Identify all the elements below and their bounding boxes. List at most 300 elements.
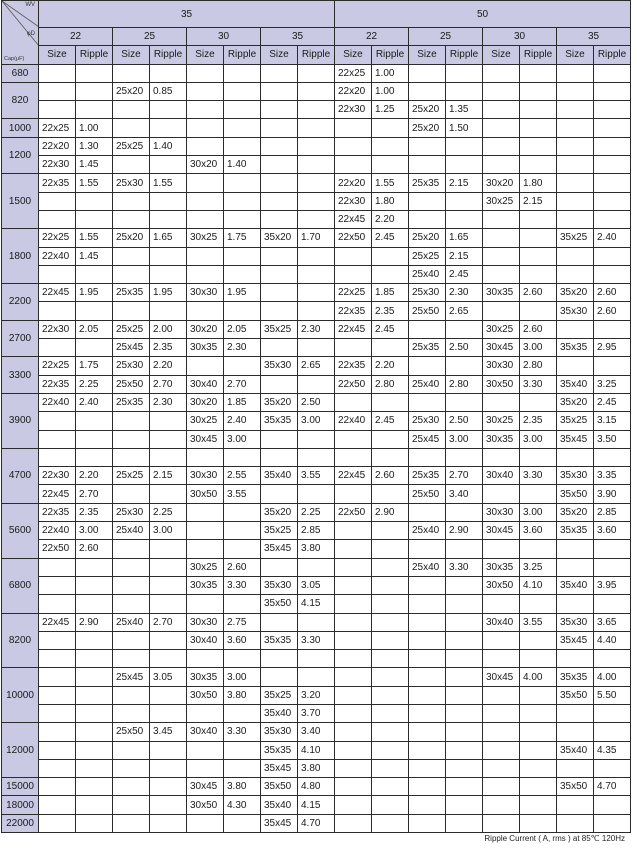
size-cell: 30x25 [483,192,520,210]
size-cell [261,485,298,503]
size-column-header: Size [187,46,224,64]
ripple-cell [298,668,335,686]
size-cell: 35x35 [557,522,594,540]
ripple-cell [372,540,409,558]
size-cell: 22x40 [39,247,76,265]
size-cell [261,82,298,100]
ripple-cell [76,558,113,576]
ripple-cell: 3.15 [594,412,631,430]
ripple-column-header: Ripple [594,46,631,64]
ripple-cell: 3.40 [298,723,335,741]
ripple-cell: 5.50 [594,686,631,704]
size-cell: 35x45 [261,759,298,777]
size-cell [113,814,150,832]
size-cell [39,595,76,613]
capacitance-cell: 1800 [2,229,39,284]
table-row [2,320,631,338]
size-cell: 35x20 [557,393,594,411]
size-cell: 22x50 [335,229,372,247]
size-cell [409,448,446,466]
size-cell [409,814,446,832]
table-row [2,430,631,448]
ripple-cell: 2.65 [446,302,483,320]
size-cell: 35x20 [261,503,298,521]
table-row [2,101,631,119]
size-cell [261,284,298,302]
table-row [2,741,631,759]
ripple-cell [298,119,335,137]
ripple-cell [446,357,483,375]
size-cell: 22x30 [335,101,372,119]
size-cell: 30x40 [187,631,224,649]
ripple-cell [224,192,261,210]
ripple-cell [76,723,113,741]
ripple-cell: 4.35 [594,741,631,759]
ripple-cell: 1.80 [372,192,409,210]
diameter-header: 25 [409,28,483,46]
size-cell [113,192,150,210]
size-cell: 35x30 [261,357,298,375]
ripple-cell: 3.60 [594,522,631,540]
size-cell: 22x40 [39,393,76,411]
size-cell [187,64,224,82]
size-cell [113,631,150,649]
ripple-cell: 2.70 [224,375,261,393]
ripple-cell [76,704,113,722]
ripple-cell [446,704,483,722]
size-cell: 30x40 [483,467,520,485]
ripple-cell [76,412,113,430]
ripple-cell [224,814,261,832]
ripple-cell: 1.55 [76,229,113,247]
size-cell [187,119,224,137]
ripple-cell: 1.00 [76,119,113,137]
ripple-cell [594,814,631,832]
ripple-cell [372,558,409,576]
ripple-cell [520,210,557,228]
size-cell [39,686,76,704]
size-cell [557,210,594,228]
spec-table-wrapper [1,0,631,843]
size-cell [483,595,520,613]
size-cell: 25x40 [409,375,446,393]
ripple-cell [76,448,113,466]
ripple-cell: 4.15 [298,595,335,613]
ripple-cell [520,119,557,137]
size-cell: 30x20 [187,156,224,174]
size-cell [113,156,150,174]
table-row [2,412,631,430]
size-cell [39,796,76,814]
size-cell [335,796,372,814]
ripple-cell: 3.25 [520,558,557,576]
size-cell: 35x35 [261,412,298,430]
ripple-cell [446,576,483,594]
table-row [2,174,631,192]
size-cell: 30x20 [187,393,224,411]
size-cell [113,119,150,137]
ripple-cell [520,448,557,466]
ripple-cell [520,137,557,155]
size-cell [557,723,594,741]
size-cell: 25x35 [409,339,446,357]
ripple-current-table [1,0,631,833]
ripple-cell [76,668,113,686]
size-cell [335,613,372,631]
diameter-header: 35 [557,28,631,46]
ripple-cell [520,229,557,247]
ripple-cell [224,174,261,192]
size-cell: 30x35 [187,339,224,357]
size-cell: 25x25 [113,467,150,485]
ripple-cell: 2.15 [150,467,187,485]
ripple-cell [520,650,557,668]
ripple-cell [446,759,483,777]
ripple-cell: 2.60 [520,320,557,338]
size-cell [261,613,298,631]
capacitance-cell: 820 [2,82,39,119]
size-cell [409,723,446,741]
ripple-column-header: Ripple [446,46,483,64]
table-row [2,339,631,357]
size-cell: 22x45 [335,467,372,485]
table-row [2,686,631,704]
size-cell [39,704,76,722]
size-cell: 30x45 [483,668,520,686]
ripple-cell [224,101,261,119]
capacitance-cell: 2200 [2,284,39,321]
ripple-cell [372,448,409,466]
size-cell [483,393,520,411]
size-cell: 35x40 [557,576,594,594]
size-cell [409,686,446,704]
diameter-header: 25 [113,28,187,46]
size-cell [39,448,76,466]
ripple-cell: 3.80 [224,686,261,704]
size-cell [557,174,594,192]
ripple-cell: 3.35 [594,467,631,485]
ripple-cell: 4.40 [594,631,631,649]
ripple-cell [298,101,335,119]
ripple-cell [520,741,557,759]
ripple-cell: 2.60 [594,284,631,302]
size-cell [39,723,76,741]
table-row [2,247,631,265]
ripple-cell: 2.70 [150,613,187,631]
capacitance-cell: 6800 [2,558,39,613]
size-cell: 30x30 [483,357,520,375]
ripple-cell: 4.80 [298,778,335,796]
ripple-cell [150,119,187,137]
ripple-cell [150,192,187,210]
ripple-cell: 2.70 [76,485,113,503]
ripple-cell [446,192,483,210]
size-cell [113,759,150,777]
size-cell [335,595,372,613]
ripple-cell [76,631,113,649]
size-cell [113,101,150,119]
ripple-cell [594,82,631,100]
ripple-cell [224,64,261,82]
ripple-cell: 2.90 [446,522,483,540]
size-cell [187,101,224,119]
ripple-cell: 3.80 [298,759,335,777]
ripple-cell [298,137,335,155]
table-row [2,522,631,540]
size-cell [261,247,298,265]
table-row [2,503,631,521]
ripple-cell: 3.40 [446,485,483,503]
ripple-cell: 2.55 [224,467,261,485]
size-cell: 25x50 [113,723,150,741]
ripple-cell [372,631,409,649]
ripple-cell: 1.75 [224,229,261,247]
table-row [2,192,631,210]
ripple-cell [594,265,631,283]
size-cell [335,247,372,265]
ripple-cell [520,796,557,814]
ripple-cell [224,704,261,722]
size-cell: 22x20 [39,137,76,155]
size-cell [483,82,520,100]
size-column-header: Size [483,46,520,64]
ripple-cell [520,686,557,704]
size-cell [483,101,520,119]
table-row [2,393,631,411]
size-cell: 35x25 [261,522,298,540]
size-cell [409,576,446,594]
size-cell [187,540,224,558]
ripple-cell [594,101,631,119]
ripple-cell: 3.80 [298,540,335,558]
size-cell [39,558,76,576]
table-row [2,595,631,613]
size-cell: 30x35 [483,284,520,302]
ripple-cell [224,503,261,521]
ripple-cell [298,174,335,192]
ripple-cell [224,540,261,558]
ripple-cell [594,595,631,613]
size-cell [483,302,520,320]
capacitance-cell: 18000 [2,796,39,814]
size-cell [113,595,150,613]
size-cell [187,82,224,100]
ripple-cell [372,137,409,155]
ripple-cell: 1.65 [446,229,483,247]
table-row [2,229,631,247]
diameter-header: 22 [39,28,113,46]
size-cell [557,759,594,777]
size-cell [113,302,150,320]
size-column-header: Size [409,46,446,64]
size-cell: 22x30 [39,320,76,338]
ripple-cell [224,137,261,155]
size-cell [335,650,372,668]
table-row [2,467,631,485]
size-cell: 35x40 [261,467,298,485]
size-cell: 22x50 [39,540,76,558]
ripple-cell: 2.05 [76,320,113,338]
ripple-cell: 3.60 [224,631,261,649]
size-cell [557,595,594,613]
size-cell [557,137,594,155]
size-cell [483,485,520,503]
size-cell [557,265,594,283]
ripple-cell [76,210,113,228]
ripple-cell: 3.30 [446,558,483,576]
size-cell [261,137,298,155]
size-cell: 30x25 [483,320,520,338]
size-cell [39,64,76,82]
size-cell [261,302,298,320]
size-cell [113,540,150,558]
ripple-cell: 1.80 [520,174,557,192]
size-cell [557,119,594,137]
capacitance-cell: 8200 [2,613,39,668]
ripple-cell [76,814,113,832]
ripple-cell [76,302,113,320]
size-cell: 25x20 [409,119,446,137]
size-cell: 22x45 [335,320,372,338]
size-cell [335,558,372,576]
size-cell [187,357,224,375]
size-cell [261,265,298,283]
size-cell: 35x25 [261,686,298,704]
table-row [2,796,631,814]
size-cell [335,576,372,594]
ripple-cell: 3.00 [446,430,483,448]
ripple-cell [298,247,335,265]
ripple-cell [150,595,187,613]
size-cell [113,650,150,668]
ripple-column-header: Ripple [520,46,557,64]
ripple-cell: 2.35 [76,503,113,521]
size-cell [557,814,594,832]
ripple-cell [446,613,483,631]
ripple-cell [76,686,113,704]
size-cell [39,778,76,796]
size-cell [335,704,372,722]
size-cell [187,174,224,192]
size-cell [483,229,520,247]
ripple-cell [150,540,187,558]
size-cell: 30x30 [483,503,520,521]
size-cell: 30x50 [187,485,224,503]
ripple-cell [372,595,409,613]
ripple-cell [224,302,261,320]
ripple-cell [520,540,557,558]
ripple-cell: 1.35 [446,101,483,119]
size-cell [113,686,150,704]
table-row [2,210,631,228]
ripple-cell [76,650,113,668]
ripple-cell: 2.45 [372,229,409,247]
ripple-cell: 2.30 [150,393,187,411]
ripple-cell: 4.30 [224,796,261,814]
table-row [2,540,631,558]
table-row [2,558,631,576]
size-cell: 30x50 [483,576,520,594]
ripple-cell [446,796,483,814]
size-cell: 35x50 [261,595,298,613]
ripple-cell [150,265,187,283]
ripple-cell: 2.15 [446,247,483,265]
ripple-cell: 4.70 [298,814,335,832]
ripple-current-note: Ripple Current ( A, rms ) at 85℃ 120Hz [484,834,625,843]
size-cell [409,393,446,411]
size-cell [187,704,224,722]
table-row [2,357,631,375]
size-cell: 35x25 [557,412,594,430]
size-cell [335,668,372,686]
ripple-cell: 3.80 [224,778,261,796]
ripple-cell: 3.95 [594,576,631,594]
size-cell [335,430,372,448]
size-cell [483,796,520,814]
size-cell: 35x40 [557,375,594,393]
ripple-cell [520,101,557,119]
size-cell: 35x40 [261,704,298,722]
size-cell: 25x50 [113,375,150,393]
ripple-cell [150,741,187,759]
ripple-cell [76,595,113,613]
ripple-cell [298,650,335,668]
ripple-cell [372,613,409,631]
size-cell: 30x30 [187,284,224,302]
size-cell: 25x35 [409,467,446,485]
ripple-cell: 2.85 [298,522,335,540]
size-cell [557,650,594,668]
size-cell [335,631,372,649]
ripple-cell [76,759,113,777]
size-cell [557,64,594,82]
size-cell: 22x30 [335,192,372,210]
size-cell: 30x30 [187,613,224,631]
ripple-cell: 2.25 [150,503,187,521]
ripple-cell: 1.25 [372,101,409,119]
size-cell [409,82,446,100]
ripple-cell [594,448,631,466]
size-cell: 35x25 [261,320,298,338]
ripple-cell: 3.20 [298,686,335,704]
ripple-cell [594,704,631,722]
ripple-cell: 3.30 [298,631,335,649]
size-cell [483,540,520,558]
ripple-cell [594,119,631,137]
table-corner-header [2,1,39,65]
size-cell [39,430,76,448]
ripple-cell: 3.00 [298,412,335,430]
size-cell: 30x25 [483,412,520,430]
size-cell: 22x35 [335,357,372,375]
ripple-cell [372,576,409,594]
size-cell [187,192,224,210]
size-cell: 22x25 [39,119,76,137]
size-cell [557,540,594,558]
size-cell: 25x50 [409,302,446,320]
table-row [2,650,631,668]
ripple-cell: 4.10 [520,576,557,594]
table-row [2,576,631,594]
ripple-cell [594,64,631,82]
ripple-cell [150,210,187,228]
ripple-cell: 2.40 [594,229,631,247]
table-row [2,631,631,649]
size-cell [557,101,594,119]
table-row [2,668,631,686]
ripple-cell [446,393,483,411]
ripple-cell: 2.20 [372,357,409,375]
